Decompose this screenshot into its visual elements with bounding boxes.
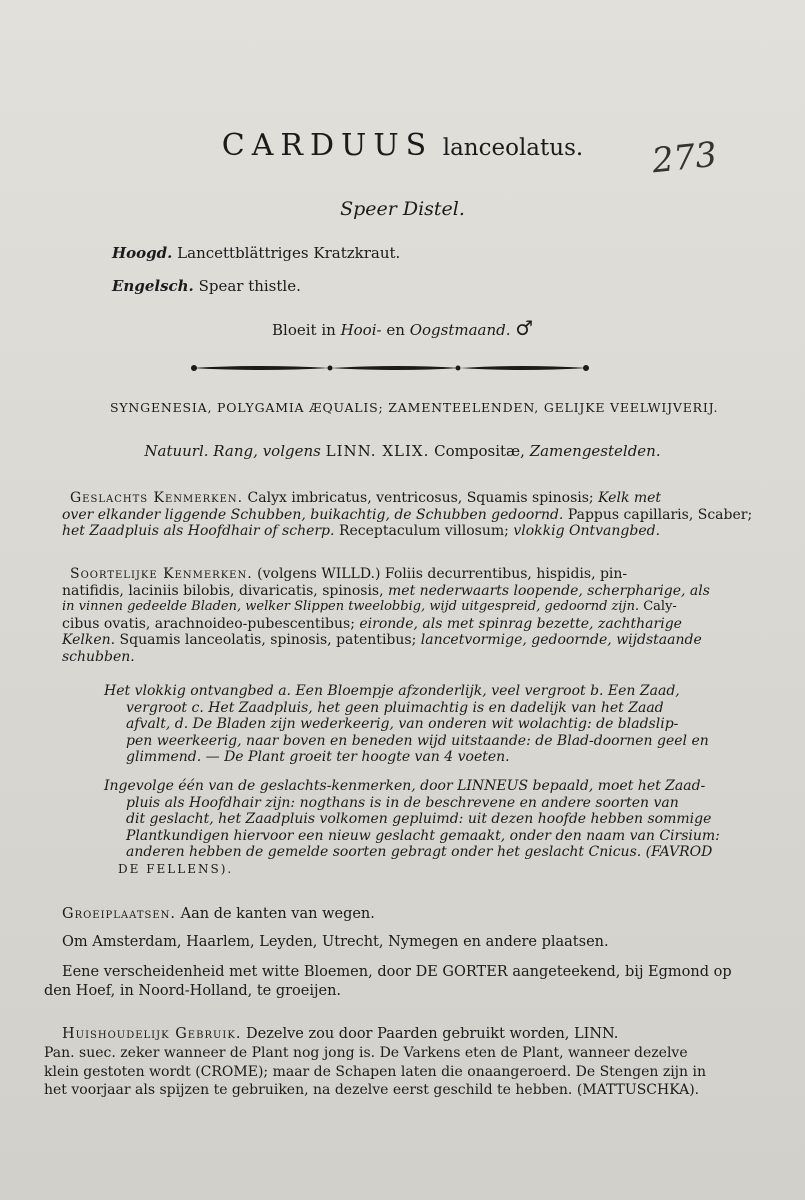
use-line-3: klein gestoten wordt (CROME); maar de Schapen laten die onaangeroerd. De Stengen zijn in: [44, 1064, 706, 1080]
rank-dutch: Zamengestelden.: [529, 442, 661, 460]
rank-compositae: Compositæ,: [434, 442, 525, 460]
text-line: Receptaculum villosum;: [338, 523, 509, 539]
lang-label: Hoogd.: [112, 244, 173, 262]
text-line: Plantkundigen hiervoor een nieuw geslacht gemaakt, onder den naam van Cirsium:: [126, 827, 720, 844]
text-line: Caly-: [643, 599, 677, 614]
text-line: Het vlokkig ontvangbed a. Een Bloempje afzonderlijk, veel vergroot b. Een Zaad,: [104, 683, 680, 699]
text-line: anderen hebben de gemelde soorten gebragt onder het geslacht Cnicus. (FAVROD: [126, 844, 713, 860]
text-line: glimmend. — De Plant groeit ter hoogte van 4 voeten.: [126, 749, 510, 765]
bloom-month-1: Hooi-: [340, 321, 382, 339]
species-name: lanceolatus.: [442, 135, 584, 161]
text-line: (volgens WILLD.) Foliis decurrentibus, hispidis, pin-: [257, 566, 628, 582]
figure-explanation: [104, 683, 784, 766]
use-line-2: Pan. suec. zeker wanneer de Plant nog jong is. De Varkens eten de Plant, wanneer dezelve: [44, 1045, 688, 1061]
text-line: Squamis lanceolatis, spinosis, patentibus;: [119, 632, 417, 648]
remark-paragraph: [104, 778, 784, 877]
name-text: Spear thistle.: [198, 277, 301, 295]
bloom-prefix: Bloeit in: [272, 321, 336, 339]
text-line: DE FELLENS).: [118, 861, 234, 876]
use-line-4: het voorjaar als spijzen te gebruiken, na dezelve eerst geschild te hebben. (MATTUSCHKA).: [44, 1082, 700, 1098]
name-text: Lancettblättriges Kratzkraut.: [177, 244, 401, 262]
text-line: Dezelve zou door Paarden gebruikt worden, LINN.: [246, 1026, 619, 1042]
text-line: eironde, als met spinrag bezette, zachtharige: [359, 615, 682, 632]
text-line: met nederwaarts loopende, scherpharige, als: [388, 582, 710, 599]
text-line: vergroot c. Het Zaadpluis, het geen pluimachtig is en dadelijk van het Zaad: [126, 699, 664, 716]
text-line: pen weerkeerig, naar boven en beneden wijd uitstaande: de Blad-doornen geel en: [126, 732, 709, 749]
classification-line: SYNGENESIA, POLYGAMIA ÆQUALIS; ZAMENTEELENDEN, GELIJKE VEELWIJVERIJ.: [110, 400, 719, 415]
text-line: het Zaadpluis als Hoofdhair of scherp.: [62, 523, 335, 539]
name-german: [112, 244, 400, 262]
section-heading: Soortelijke Kenmerken.: [70, 566, 253, 582]
handwritten-number: 273: [650, 134, 719, 182]
bloom-line: [272, 316, 533, 340]
bloom-and: en: [386, 321, 405, 339]
text-line: afvalt, d. De Bladen zijn wederkeerig, van onderen wit wolachtig: de bladslip-: [126, 716, 679, 732]
rank-linn: LINN. XLIX.: [325, 442, 430, 460]
section-heading: Geslachts Kenmerken.: [70, 490, 244, 506]
common-name: Speer Distel.: [340, 198, 465, 220]
text-line: in vinnen gedeelde Bladen, welker Slippen tweelobbig, wijd uitgespreid, gedoornd zijn.: [62, 599, 640, 614]
rank-label: Natuurl. Rang,: [144, 442, 258, 460]
name-english: [112, 277, 301, 295]
text-line: pluis als Hoofdhair zijn: nogthans is in de beschrevene en andere soorten van: [126, 794, 679, 811]
text-line: Kelken.: [62, 632, 116, 648]
habitat-line: [62, 906, 375, 922]
habitat-places: Om Amsterdam, Haarlem, Leyden, Utrecht, Nymegen en andere plaatsen.: [62, 934, 609, 950]
text-line: Aan de kanten van wegen.: [180, 906, 375, 922]
text-line: natifidis, laciniis bilobis, divaricatis, spinosis,: [62, 582, 384, 599]
section-heading: Groeiplaatsen.: [62, 906, 177, 922]
text-line: Calyx imbricatus, ventricosus, Squamis spinosis;: [247, 490, 594, 506]
text-line: lancetvormige, gedoornde, wijdstaande: [420, 632, 702, 648]
habitat-variety: Eene verscheidenheid met witte Bloemen, door DE GORTER aangeteekend, bij Egmond op: [62, 964, 732, 980]
text-line: Pappus capillaris, Scaber;: [567, 506, 753, 523]
habitat-variety-cont: den Hoef, in Noord-Holland, te groeijen.: [44, 983, 342, 999]
section-heading: Huishoudelijk Gebruik.: [62, 1026, 242, 1042]
lang-label: Engelsch.: [112, 277, 194, 295]
text-line: Kelk met: [598, 490, 662, 506]
use-line: [62, 1026, 618, 1042]
bloom-month-2: Oogstmaand.: [409, 321, 511, 339]
text-line: dit geslacht, het Zaadpluis volkomen gepluimd: uit dezen hoofde hebben sommige: [126, 811, 712, 827]
genus-characters: [62, 490, 782, 540]
text-line: Ingevolge één van de geslachts-kenmerken, door LINNEUS bepaald, moet het Zaad-: [104, 778, 706, 794]
species-characters: [62, 566, 782, 665]
natural-rank-line: [0, 442, 805, 460]
genus-name: CARDUUS: [221, 128, 434, 163]
text-line: schubben.: [62, 648, 135, 665]
ornamental-rule: [190, 362, 590, 374]
biennial-symbol: ♂: [515, 316, 534, 340]
text-line: vlokkig Ontvangbed.: [513, 523, 661, 539]
rank-volgens: volgens: [262, 442, 321, 460]
text-line: cibus ovatis, arachnoideo-pubescentibus;: [62, 615, 355, 632]
text-line: over elkander liggende Schubben, buikachtig, de Schubben gedoornd.: [62, 506, 564, 523]
